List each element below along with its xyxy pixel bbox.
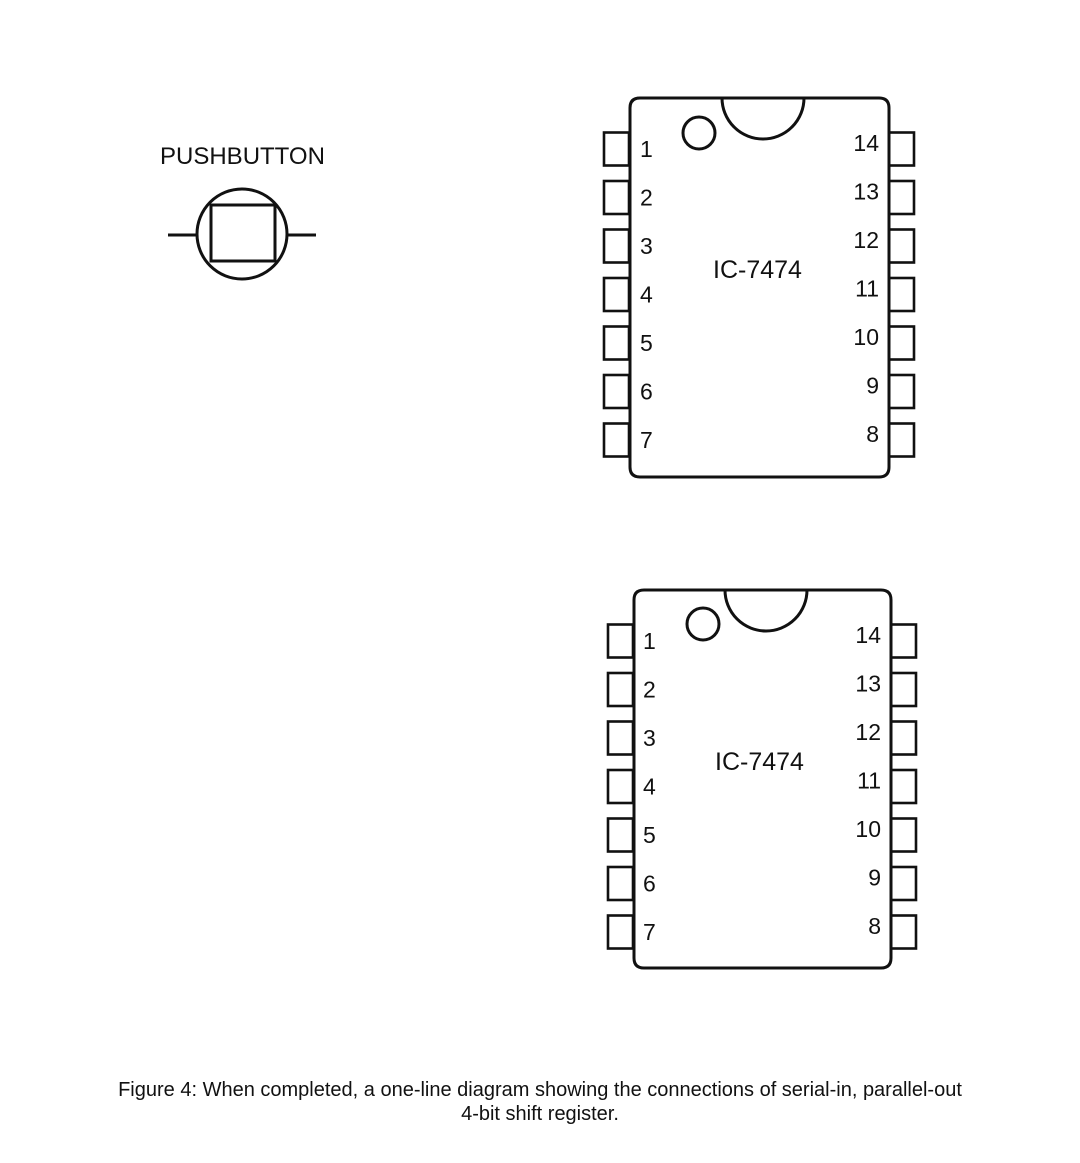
chip-bottom-left-pads xyxy=(608,625,633,949)
chip-bottom-pin-pad-8 xyxy=(891,916,916,949)
chip-bottom-pin-pad-14 xyxy=(891,625,916,658)
ic-chip-top xyxy=(604,98,914,477)
chip-bottom-pin-number-9: 9 xyxy=(868,864,881,891)
chip-bottom-pin-pad-12 xyxy=(891,722,916,755)
chip-top-pin-pad-1 xyxy=(604,133,629,166)
chip-bottom-pin-number-12: 12 xyxy=(855,719,881,745)
chip-top-pin-pad-8 xyxy=(889,424,914,457)
chip-top-pin-number-9: 9 xyxy=(866,372,879,399)
chip-bottom-pin-number-14: 14 xyxy=(855,622,881,648)
chip-bottom-body xyxy=(634,590,891,968)
chip-bottom-pin-number-7: 7 xyxy=(643,919,656,945)
chip-bottom-pin-pad-9 xyxy=(891,867,916,900)
chip-top-pin-pad-6 xyxy=(604,375,629,408)
chip-bottom-pin-number-2: 2 xyxy=(643,676,656,703)
pushbutton-title: PUSHBUTTON xyxy=(160,143,325,170)
chip-top-pin-number-1: 1 xyxy=(640,136,653,162)
chip-bottom-pin-number-3: 3 xyxy=(643,725,656,751)
chip-top-pin-number-2: 2 xyxy=(640,184,653,211)
chip-top-pin-number-14: 14 xyxy=(853,130,879,156)
chip-top-pin-pad-2 xyxy=(604,181,629,214)
chip-top-pin-pad-3 xyxy=(604,230,629,263)
chip-bottom-name: IC-7474 xyxy=(715,748,804,776)
pushbutton-symbol xyxy=(160,143,325,279)
chip-top-pin-pad-11 xyxy=(889,278,914,311)
chip-top-pin-number-13: 13 xyxy=(853,178,879,205)
chip-bottom-pin-pad-6 xyxy=(608,867,633,900)
chip-bottom-pin-pad-5 xyxy=(608,819,633,852)
ic-chip-bottom xyxy=(608,590,916,968)
chip-top-pin-number-3: 3 xyxy=(640,233,653,259)
chip-bottom-pin-number-5: 5 xyxy=(643,822,656,848)
chip-bottom-pin-pad-1 xyxy=(608,625,633,658)
chip-bottom-pin-pad-2 xyxy=(608,673,633,706)
figure-caption xyxy=(20,1078,1060,1126)
chip-top-pin-number-11: 11 xyxy=(855,275,879,302)
chip-top-body xyxy=(630,98,889,477)
chip-top-pin-number-4: 4 xyxy=(640,281,653,308)
chip-bottom-pin-pad-13 xyxy=(891,673,916,706)
chip-bottom-pin-number-11: 11 xyxy=(857,767,881,794)
chip-top-pin-number-7: 7 xyxy=(640,427,653,453)
chip-top-pin-pad-14 xyxy=(889,133,914,166)
chip-top-left-pads xyxy=(604,133,629,457)
chip-bottom-pin-number-8: 8 xyxy=(868,913,881,939)
chip-top-pin-pad-5 xyxy=(604,327,629,360)
chip-top-pin-number-8: 8 xyxy=(866,421,879,447)
chip-bottom-pin-pad-11 xyxy=(891,770,916,803)
chip-bottom-pin-number-1: 1 xyxy=(643,628,656,654)
chip-bottom-pin-number-4: 4 xyxy=(643,773,656,800)
chip-bottom-right-pads xyxy=(891,625,916,949)
chip-top-pin-number-12: 12 xyxy=(853,227,879,253)
chip-top-pin-pad-7 xyxy=(604,424,629,457)
caption-line-1: Figure 4: When completed, a one-line diagram showing the connections of serial-in, parallel-out xyxy=(118,1079,962,1101)
chip-bottom-pin-number-10: 10 xyxy=(855,816,881,842)
chip-top-pin-number-10: 10 xyxy=(853,324,879,350)
chip-top-name: IC-7474 xyxy=(713,256,802,284)
chip-top-pin-pad-10 xyxy=(889,327,914,360)
chip-bottom-pin-number-6: 6 xyxy=(643,870,656,897)
chip-top-pin-pad-4 xyxy=(604,278,629,311)
chip-top-pin-pad-13 xyxy=(889,181,914,214)
chip-top-right-pads xyxy=(889,133,914,457)
pushbutton-square xyxy=(211,205,275,261)
chip-top-pin-number-5: 5 xyxy=(640,330,653,356)
chip-bottom-pin-pad-10 xyxy=(891,819,916,852)
chip-bottom-pin-pad-7 xyxy=(608,916,633,949)
caption-line-2: 4-bit shift register. xyxy=(461,1103,619,1125)
chip-top-pin-pad-9 xyxy=(889,375,914,408)
chip-bottom-pin-pad-3 xyxy=(608,722,633,755)
chip-bottom-pin-pad-4 xyxy=(608,770,633,803)
chip-bottom-pin-number-13: 13 xyxy=(855,670,881,697)
chip-top-pin-pad-12 xyxy=(889,230,914,263)
chip-top-pin-number-6: 6 xyxy=(640,378,653,405)
